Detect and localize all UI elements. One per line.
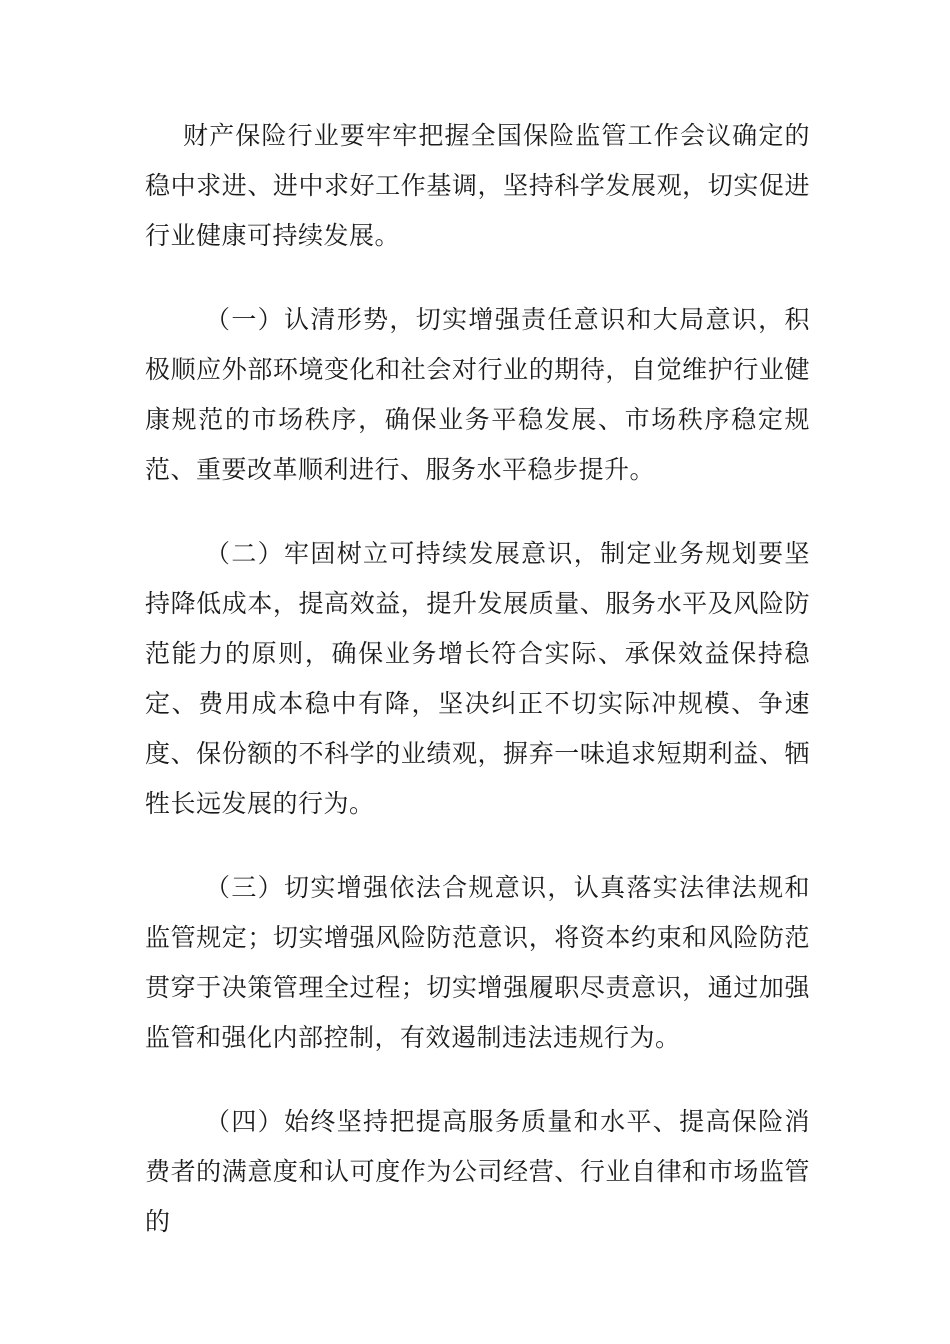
paragraph-section-1: （一）认清形势，切实增强责任意识和大局意识，积极顺应外部环境变化和社会对行业的期待，自觉维护行业健康规范的市场秩序，确保业务平稳发展、市场秩序稳定规范、重要改革顺利进行、服务水平稳步提升。 <box>145 305 810 484</box>
document-body <box>145 111 810 1281</box>
paragraph-intro: 财产保险行业要牢牢把握全国保险监管工作会议确定的稳中求进、进中求好工作基调，坚持科学发展观，切实促进行业健康可持续发展。 <box>145 121 810 250</box>
paragraph-section-2: （二）牢固树立可持续发展意识，制定业务规划要坚持降低成本，提高效益，提升发展质量、服务水平及风险防范能力的原则，确保业务增长符合实际、承保效益保持稳定、费用成本稳中有降，坚决纠正不切实际冲规模、争速度、保份额的不科学的业绩观，摒弃一味追求短期利益、牺牲长远发展的行为。 <box>145 539 810 818</box>
paragraph-section-3: （三）切实增强依法合规意识，认真落实法律法规和监管规定；切实增强风险防范意识，将资本约束和风险防范贯穿于决策管理全过程；切实增强履职尽责意识，通过加强监管和强化内部控制，有效遏制违法违规行为。 <box>145 873 810 1052</box>
paragraph-section-4: （四）始终坚持把提高服务质量和水平、提高保险消费者的满意度和认可度作为公司经营、行业自律和市场监管的 <box>145 1107 810 1236</box>
